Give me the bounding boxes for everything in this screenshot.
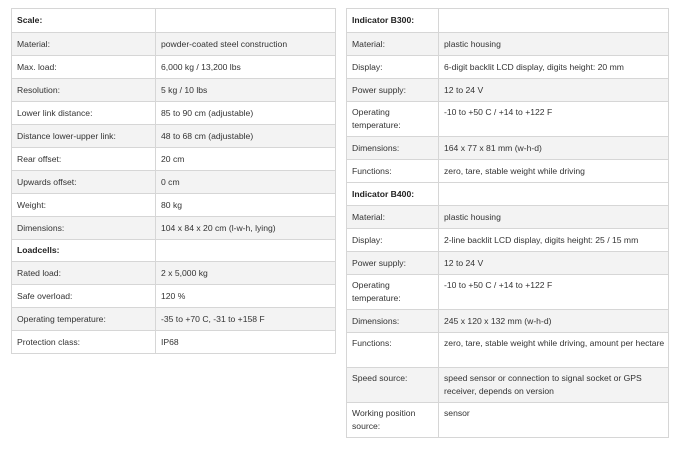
spec-label: Distance lower-upper link: xyxy=(12,125,156,148)
spec-value: 120 % xyxy=(156,285,336,308)
spec-value: 12 to 24 V xyxy=(439,79,669,102)
spec-value: 6-digit backlit LCD display, digits height: 20 mm xyxy=(439,56,669,79)
table-row xyxy=(347,229,669,252)
b300-section-header xyxy=(347,9,669,33)
b300-title: Indicator B300: xyxy=(347,9,439,33)
spec-label: Display: xyxy=(347,56,439,79)
table-row xyxy=(347,368,669,403)
spec-value: sensor xyxy=(439,403,669,438)
table-row xyxy=(12,331,336,354)
table-row xyxy=(12,285,336,308)
loadcells-section-header xyxy=(12,240,336,262)
spec-value: 6,000 kg / 13,200 lbs xyxy=(156,56,336,79)
b400-title: Indicator B400: xyxy=(347,183,439,206)
spec-value: speed sensor or connection to signal socket or GPS receiver, depends on version xyxy=(439,368,669,403)
table-row xyxy=(12,148,336,171)
table-row xyxy=(12,79,336,102)
spec-value: IP68 xyxy=(156,331,336,354)
scale-title: Scale: xyxy=(12,9,156,33)
spec-label: Dimensions: xyxy=(347,310,439,333)
spec-label: Safe overload: xyxy=(12,285,156,308)
spec-value: plastic housing xyxy=(439,206,669,229)
spec-label: Material: xyxy=(347,33,439,56)
spec-label: Operating temperature: xyxy=(347,275,439,310)
table-row xyxy=(12,33,336,56)
spec-label: Lower link distance: xyxy=(12,102,156,125)
spec-value: 12 to 24 V xyxy=(439,252,669,275)
b400-section-header xyxy=(347,183,669,206)
spec-value: 2 x 5,000 kg xyxy=(156,262,336,285)
table-row xyxy=(347,333,669,368)
scale-section-header xyxy=(12,9,336,33)
table-row xyxy=(347,310,669,333)
spec-value: 48 to 68 cm (adjustable) xyxy=(156,125,336,148)
table-row xyxy=(347,33,669,56)
table-row xyxy=(347,160,669,183)
table-row xyxy=(347,252,669,275)
table-row xyxy=(12,102,336,125)
spec-value: powder-coated steel construction xyxy=(156,33,336,56)
spec-value: 245 x 120 x 132 mm (w-h-d) xyxy=(439,310,669,333)
spec-value: zero, tare, stable weight while driving, amount per hectare xyxy=(439,333,669,368)
spec-value: 164 x 77 x 81 mm (w-h-d) xyxy=(439,137,669,160)
spec-label: Functions: xyxy=(347,160,439,183)
table-row xyxy=(347,403,669,438)
spec-label: Working position source: xyxy=(347,403,439,438)
table-row xyxy=(12,56,336,79)
spec-label: Functions: xyxy=(347,333,439,368)
spec-label: Weight: xyxy=(12,194,156,217)
spec-value: -10 to +50 C / +14 to +122 F xyxy=(439,102,669,137)
spec-label: Rear offset: xyxy=(12,148,156,171)
spec-value: 20 cm xyxy=(156,148,336,171)
spec-label: Power supply: xyxy=(347,252,439,275)
table-row xyxy=(347,102,669,137)
table-row xyxy=(347,137,669,160)
table-row xyxy=(347,206,669,229)
spec-value: plastic housing xyxy=(439,33,669,56)
spec-label: Operating temperature: xyxy=(12,308,156,331)
table-row xyxy=(12,308,336,331)
spec-value: 0 cm xyxy=(156,171,336,194)
spec-label: Material: xyxy=(12,33,156,56)
table-row xyxy=(12,171,336,194)
spec-label: Speed source: xyxy=(347,368,439,403)
spec-value: -10 to +50 C / +14 to +122 F xyxy=(439,275,669,310)
scale-specs-table xyxy=(11,8,336,354)
spec-label: Upwards offset: xyxy=(12,171,156,194)
spec-value: -35 to +70 C, -31 to +158 F xyxy=(156,308,336,331)
spec-value: 80 kg xyxy=(156,194,336,217)
spec-label: Operating temperature: xyxy=(347,102,439,137)
spec-label: Display: xyxy=(347,229,439,252)
table-row xyxy=(12,125,336,148)
table-row xyxy=(347,275,669,310)
table-row xyxy=(347,79,669,102)
spec-label: Protection class: xyxy=(12,331,156,354)
spec-value: 104 x 84 x 20 cm (l-w-h, lying) xyxy=(156,217,336,240)
spec-label: Material: xyxy=(347,206,439,229)
spec-value: 2-line backlit LCD display, digits height: 25 / 15 mm xyxy=(439,229,669,252)
table-row xyxy=(12,194,336,217)
loadcells-title: Loadcells: xyxy=(12,240,156,262)
spec-label: Resolution: xyxy=(12,79,156,102)
spec-label: Rated load: xyxy=(12,262,156,285)
spec-label: Dimensions: xyxy=(347,137,439,160)
table-row xyxy=(12,217,336,240)
table-row xyxy=(347,56,669,79)
spec-label: Power supply: xyxy=(347,79,439,102)
spec-label: Dimensions: xyxy=(12,217,156,240)
indicator-specs-table xyxy=(346,8,669,438)
table-row xyxy=(12,262,336,285)
spec-value: 5 kg / 10 lbs xyxy=(156,79,336,102)
spec-value: 85 to 90 cm (adjustable) xyxy=(156,102,336,125)
spec-label: Max. load: xyxy=(12,56,156,79)
spec-value: zero, tare, stable weight while driving xyxy=(439,160,669,183)
